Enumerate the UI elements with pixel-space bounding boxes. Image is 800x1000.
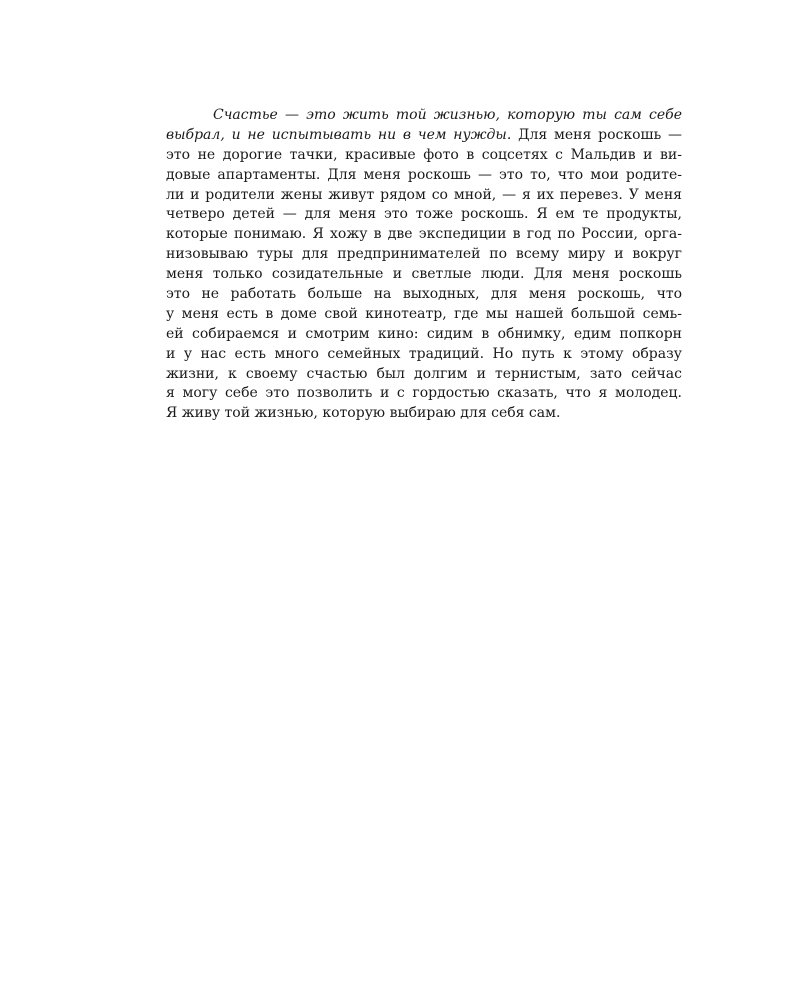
- text-line: низовываю туры для предпринимателей по всему миру и вокруг: [166, 246, 682, 263]
- text-line: четверо детей — для меня это тоже роскошь. Я ем те продукты,: [166, 206, 682, 223]
- body-paragraph: [166, 106, 682, 424]
- text-line: Я живу той жизнью, которую выбираю для себя сам.: [166, 405, 561, 422]
- italic-text: Счастье — это жить той жизнью, которую ты сам себе: [213, 107, 682, 123]
- text-line: ли и родители жены живут рядом со мной, — я их перевез. У меня: [166, 186, 682, 203]
- text-line: довые апартаменты. Для меня роскошь — это то, что мои родите-: [166, 166, 682, 183]
- text-line: ей собираемся и смотрим кино: сидим в обнимку, едим попкорн: [166, 325, 682, 342]
- text-line: я могу себе это позволить и с гордостью сказать, что я молодец.: [166, 385, 682, 402]
- text-line: [166, 126, 682, 146]
- text-line: и у нас есть много семейных традиций. Но путь к этому образу: [166, 345, 682, 362]
- text-line: это не дорогие тачки, красивые фото в соцсетях с Мальдив и ви-: [166, 146, 682, 163]
- text-line: у меня есть в доме свой кинотеатр, где мы нашей большой семь-: [166, 305, 682, 322]
- text-line: которые понимаю. Я хожу в две экспедиции в год по России, орга-: [166, 226, 682, 243]
- text-line: это не работать больше на выходных, для меня роскошь, что: [166, 286, 682, 303]
- text-line: жизни, к своему счастью был долгим и тернистым, зато сейчас: [166, 365, 682, 382]
- text-line: [166, 106, 682, 126]
- regular-text: Для меня роскошь —: [511, 126, 683, 143]
- italic-text: выбрал, и не испытывать ни в чем нужды.: [166, 126, 512, 143]
- text-line: меня только созидательные и светлые люди. Для меня роскошь: [166, 266, 682, 283]
